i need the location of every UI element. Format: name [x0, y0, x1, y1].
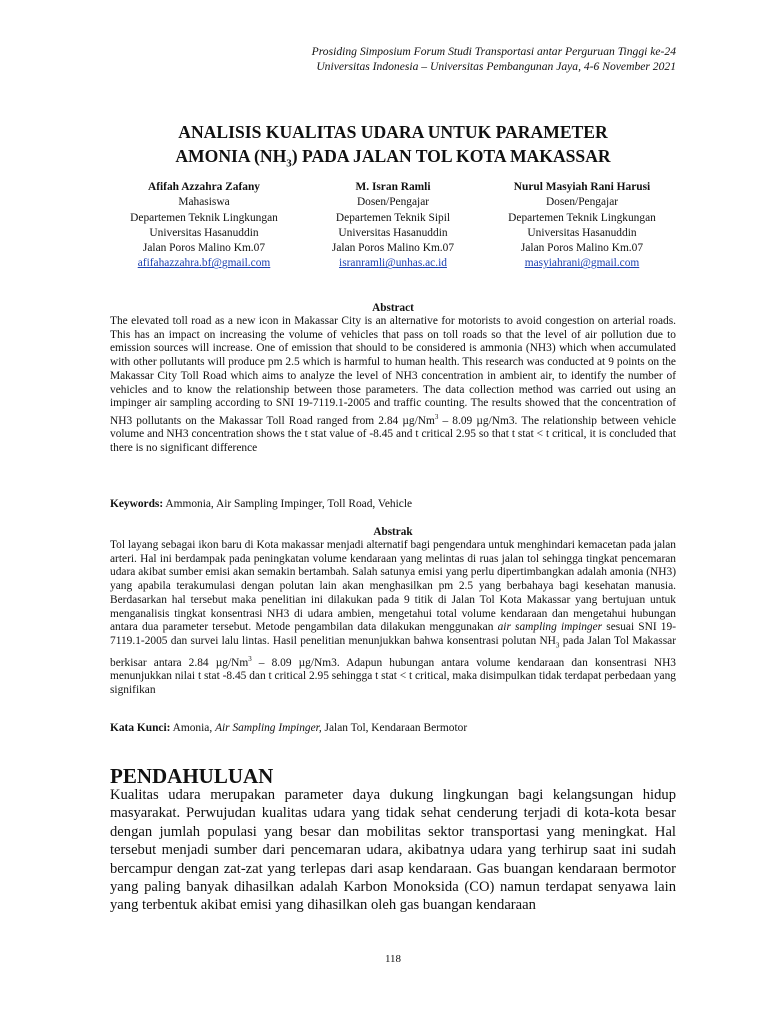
abstract-text: The elevated toll road as a new icon in Makassar City is an alternative for motorists to avoid congestion on arterial roads. This has an impact on increasing the volume of vehicles that pass on toll roads so that the level of air pollution due to emission sources will increase. One of emission that should to be considered is ammonia (NH3) which when accumulated with other pollutants will produce pm 2.5 which is harmful to human health. This research was conducted at 9 points on the Makassar City Toll Road which aims to analyze the level of NH3 concentration in ambient air, to identify the number of vehicles and to know the relationship between those parameters. The data collection method was carried out using an impinger air sampling according to SNI 19-7119.1-2005 and traffic counting. The results showed that the concentration of NH3 pollutants on the Makassar Toll Road ranged from 2.84 µg/Nm$^3$ – 8.09 µg/Nm3. The relationship between vehicle volume and NH3 concentration shows the t stat value of -8.45 and t critical 2.95 so that t stat < t critical, it is concluded that there is no significant difference: [110, 315, 677, 455]
author-department: Departemen Teknik Lingkungan: [130, 211, 278, 224]
page-number: 118: [384, 953, 402, 965]
keywords-label: Keywords:: [110, 498, 164, 510]
author-department: Departemen Teknik Lingkungan: [508, 211, 656, 224]
keywords: [110, 497, 676, 511]
author-address: Jalan Poros Malino Km.07: [331, 242, 455, 255]
kata-kunci-label: Kata Kunci:: [110, 722, 171, 734]
author-role: Dosen/Pengajar: [545, 196, 619, 209]
paper-page: [110, 0, 676, 1024]
paper-title-line-2: AMONIA $(NH_3)$ PADA JALAN TOL KOTA MAKASSAR: [175, 146, 611, 170]
paper-title-line-1: ANALISIS KUALITAS UDARA UNTUK PARAMETER: [178, 122, 608, 142]
author-name: Nurul Masyiah Rani Harusi: [513, 181, 651, 193]
kata-kunci: Kata Kunci: Amonia, Air Sampling Impinger, Jalan Tol, Kendaraan Bermotor: [110, 722, 468, 734]
author-name: M. Isran Ramli: [355, 181, 431, 193]
author-email-link[interactable]: afifahazzahra.bf@gmail.com: [137, 257, 271, 270]
author-email-link[interactable]: isranramli@unhas.ac.id: [339, 257, 447, 270]
author-name: Afifah Azzahra Zafany: [147, 181, 260, 193]
author-address: Jalan Poros Malino Km.07: [520, 242, 644, 255]
running-header-line-1: Prosiding Simposium Forum Studi Transportasi antar Perguruan Tinggi ke-24: [311, 45, 676, 58]
author-block: [110, 180, 298, 272]
author-role: Mahasiswa: [178, 196, 230, 209]
running-header: [110, 44, 676, 74]
author-university: Universitas Hasanuddin: [527, 226, 637, 239]
author-role: Dosen/Pengajar: [356, 196, 430, 209]
author-address: Jalan Poros Malino Km.07: [142, 242, 266, 255]
running-header-line-2: Universitas Indonesia – Universitas Pembangunan Jaya, 4-6 November 2021: [316, 60, 676, 73]
keywords-text: Ammonia, Air Sampling Impinger, Toll Road, Vehicle: [163, 498, 413, 510]
author-university: Universitas Hasanuddin: [338, 226, 448, 239]
paper-title: [110, 120, 676, 176]
author-email-link[interactable]: masyiahrani@gmail.com: [524, 257, 640, 270]
author-university: Universitas Hasanuddin: [149, 226, 259, 239]
author-block: [488, 180, 676, 272]
author-list: [110, 180, 676, 272]
author-department: Departemen Teknik Sipil: [335, 211, 451, 224]
section-heading: PENDAHULUAN: [110, 764, 274, 788]
section-body-text: Kualitas udara merupakan parameter daya dukung lingkungan bagi kelangsungan hidup masyarakat. Perwujudan kualitas udara yang tidak sehat cenderung terjadi di kota-kota besar dengan jumlah populasi yang besar dan mobilitas sektor transportasi yang meningkat. Hal tersebut menjadi sumber dari pencemaran udara, akibatnya udara yang terhirup saat ini sudah bercampur dengan zat-zat yang terlepas dari asap kendaraan. Gas buangan kendaraan bermotor yang paling banyak dihasilkan adalah Karbon Monoksida (CO) namun terdapat senyawa lain yang terbentuk akibat emisi yang dihasilkan oleh gas buangan kendaraan: [110, 787, 676, 914]
abstrak-heading: Abstrak: [373, 526, 413, 538]
abstrak-text: Tol layang sebagai ikon baru di Kota makassar menjadi alternatif bagi pengendara untuk menghindari kemacetan pada jalan arteri. Hal ini berdampak pada peningkatan volume kendaraan yang melintas di ruas jalan tol sehingga tingkat pencemaran udara akibat sumber emisi akan semakin bertambah. Salah satunya emisi yang perlu dipertimbangkan adalah amonia (NH3) yang apabila terakumulasi dengan polutan lain akan menghasilkan pm 2.5 yang berbahaya bagi kesehatan manusia. Berdasarkan hal tersebut maka penelitian ini dilakukan pada 9 titik di Jalan Tol Kota Makassar yang bertujuan untuk menganalisis tingkat konsentrasi NH3 di udara ambien, mengetahui total volume kendaraan dan mengetahui hubungan antara dua parameter tersebut. Metode pengambilan data dilakukan menggunakan air sampling impinger sesuai SNI 19-7119.1-2005 dan survei lalu lintas. Hasil penelitian menunjukkan bahwa konsentrasi polutan $NH_3$ pada Jalan Tol Makassar berkisar antara 2.84 µg/Nm$^3$ – 8.09 µg/Nm3. Adapun hubungan antara volume kendaraan dan konsentrasi NH3 menunjukkan nilai t stat -8.45 dan t critical 2.95 sehingga t stat < t critical, maka disimpulkan tidak terdapat perbedaan yang signifikan: [110, 539, 676, 697]
author-block: [299, 180, 487, 272]
abstract-heading: Abstract: [372, 302, 414, 314]
